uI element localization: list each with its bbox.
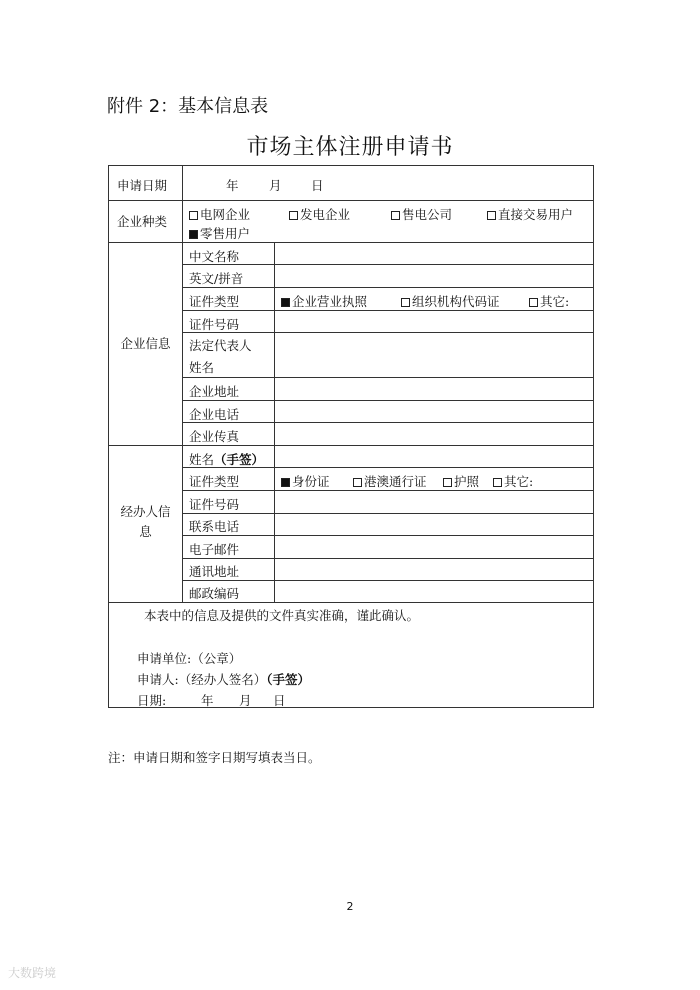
legal-rep-label-line1: 法定代表人 [189,338,252,353]
watermark-logo: 大数跨境 [8,966,57,980]
checkbox-icon [189,211,198,220]
apply-date-month: 月 [269,178,282,193]
row-divider [182,332,593,333]
col-divider [274,242,275,602]
option-label: 直接交易用户 [498,207,574,222]
agent-section-line2: 息 [139,524,152,539]
row-divider [182,400,593,401]
option-label: 电网企业 [200,207,251,222]
agent-cert-option[interactable] [443,472,479,490]
agent-phone-label: 联系电话 [189,519,240,534]
enterprise-type-option[interactable] [487,205,573,223]
row-divider [182,580,593,581]
page-number: 2 [346,900,354,913]
agent-email-label: 电子邮件 [189,542,240,557]
agent-cert-option[interactable] [493,472,533,490]
row-divider [182,287,593,288]
row-divider [182,535,593,536]
fax-label: 企业传真 [189,429,240,444]
enterprise-type-label: 企业种类 [117,214,168,229]
option-label: 企业营业执照 [292,294,368,309]
declaration-unit: 申请单位:（公章） [137,651,242,666]
enterprise-type-option[interactable] [391,205,452,223]
hand-sign-note: （手签） [266,672,310,687]
enterprise-info-section-label: 企业信息 [120,336,171,351]
enterprise-type-option-checked[interactable] [189,224,250,242]
address-label: 企业地址 [189,384,240,399]
cert-no-label: 证件号码 [189,317,240,332]
row-divider [182,310,593,311]
cert-type-label: 证件类型 [189,294,240,309]
footnote: 注：申请日期和签字日期写填表当日。 [108,750,321,765]
form-title: 市场主体注册申请书 [246,135,454,160]
en-name-label: 英文/拼音 [189,271,244,286]
cert-option[interactable] [401,292,500,310]
row-divider [182,422,593,423]
col-divider [182,200,183,242]
row-divider [182,490,593,491]
row-divider [109,602,593,603]
registration-form-table [108,165,594,708]
checkbox-icon [401,298,410,307]
agent-postcode-label: 邮政编码 [189,586,240,601]
enterprise-type-option[interactable] [289,205,350,223]
agent-section-line1: 经办人信 [120,504,171,519]
option-label: 其它: [504,474,534,489]
checkbox-icon [391,211,400,220]
checkbox-icon [487,211,496,220]
enterprise-type-option[interactable] [189,205,250,223]
agent-info-section-label [109,502,182,542]
hand-sign-note: （手签） [214,452,265,467]
agent-name-label [189,450,264,468]
name-label-text: 姓名 [189,452,215,467]
agent-cert-type-label: 证件类型 [189,474,240,489]
cn-name-label: 中文名称 [189,249,240,264]
option-label: 发电企业 [300,207,351,222]
row-divider [182,513,593,514]
declaration-date-label: 日期: [137,693,167,708]
declaration-date-day: 日 [273,693,286,708]
cert-option[interactable] [529,292,569,310]
applicant-text: 申请人:（经办人签名） [137,672,267,687]
checkbox-checked-icon [281,478,290,487]
apply-date-day: 日 [311,178,324,193]
option-label: 护照 [454,474,480,489]
checkbox-icon [529,298,538,307]
checkbox-icon [493,478,502,487]
row-divider [182,377,593,378]
apply-date-year: 年 [226,178,239,193]
checkbox-checked-icon [189,230,198,239]
cert-option-checked[interactable] [281,292,367,310]
option-label: 港澳通行证 [364,474,427,489]
option-label: 其它: [540,294,570,309]
agent-address-label: 通讯地址 [189,564,240,579]
checkbox-icon [443,478,452,487]
row-divider [182,264,593,265]
phone-label: 企业电话 [189,407,240,422]
col-divider [182,242,183,602]
option-label: 组织机构代码证 [412,294,500,309]
option-label: 零售用户 [200,226,251,241]
attachment-title: 附件 2：基本信息表 [107,96,269,117]
row-divider [182,558,593,559]
agent-cert-option-checked[interactable] [281,472,330,490]
col-divider [182,166,183,200]
option-label: 售电公司 [402,207,453,222]
declaration-applicant [137,670,310,688]
agent-cert-option[interactable] [353,472,427,490]
declaration-date-year: 年 [201,693,214,708]
apply-date-label: 申请日期 [117,178,168,193]
option-label: 身份证 [292,474,330,489]
declaration-statement: 本表中的信息及提供的文件真实准确，谨此确认。 [144,608,420,623]
legal-rep-label-line2: 姓名 [189,360,215,375]
checkbox-checked-icon [281,298,290,307]
declaration-date-month: 月 [239,693,252,708]
checkbox-icon [353,478,362,487]
agent-cert-no-label: 证件号码 [189,497,240,512]
checkbox-icon [289,211,298,220]
